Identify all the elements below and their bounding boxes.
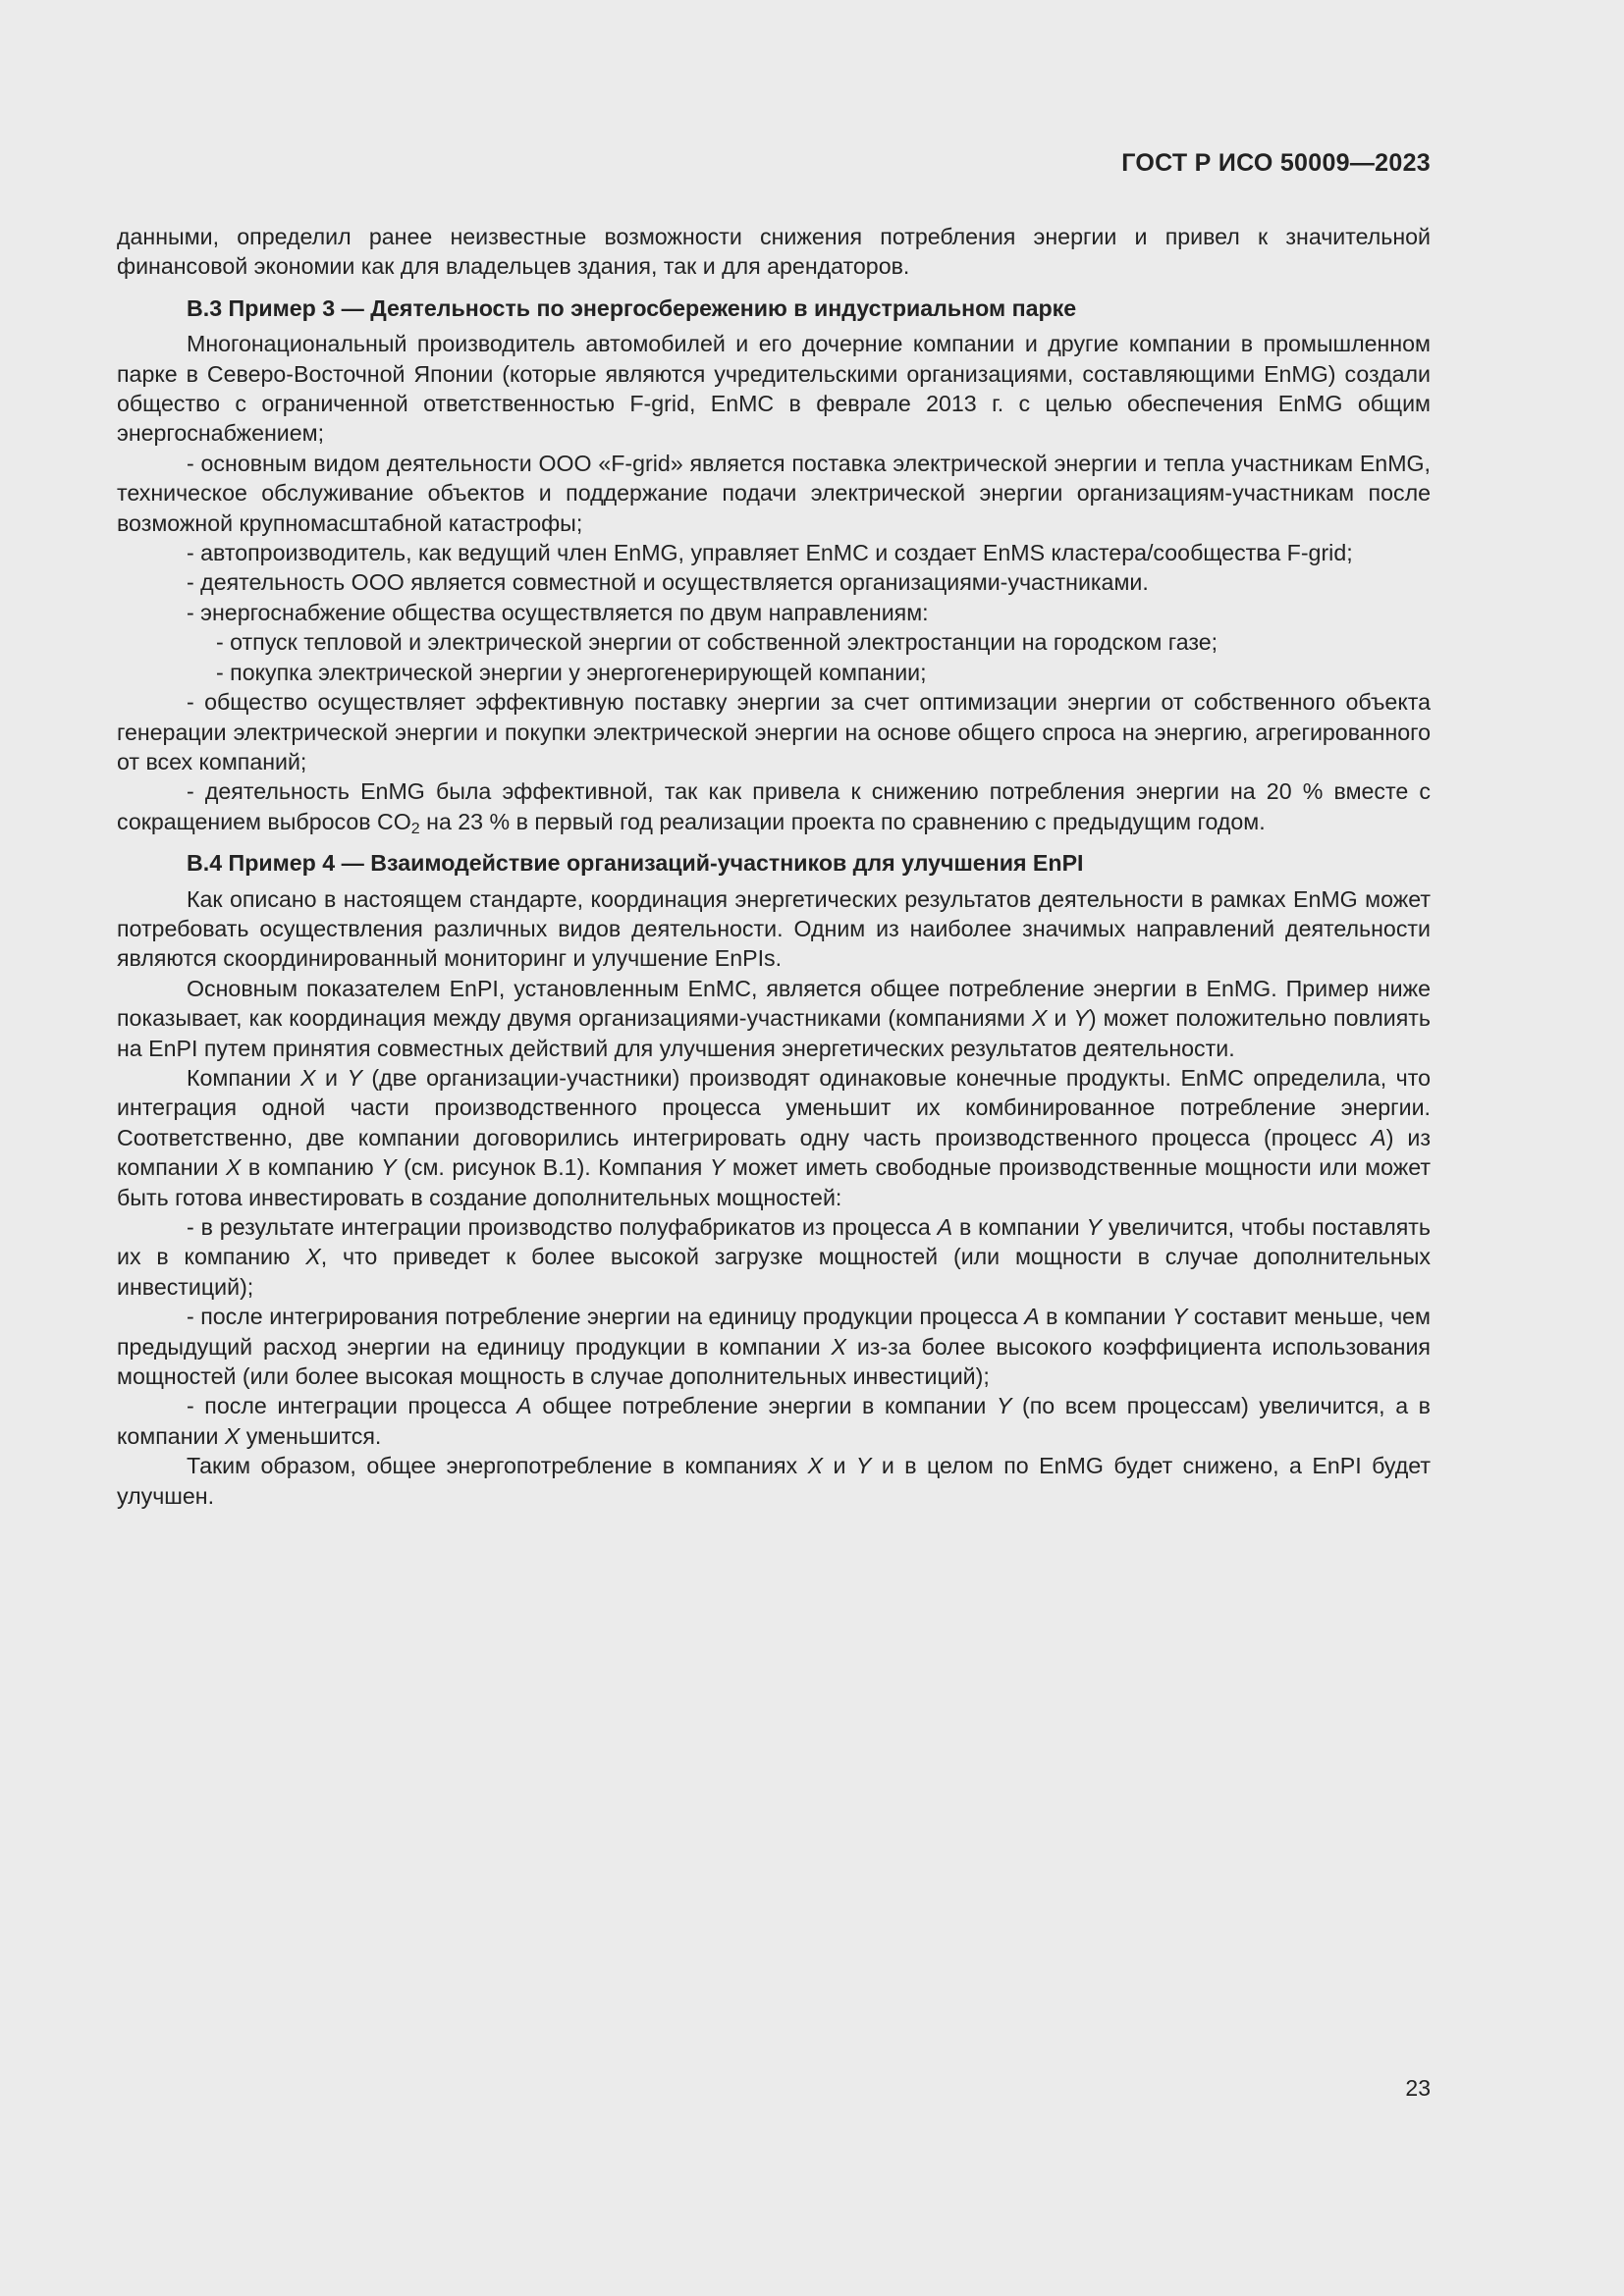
text-run: - деятельность EnMG была эффективной, так как привела к снижению потребления энергии на 20 % вместе с сокращением выбросов CO [117,778,1431,834]
text-run: (см. рисунок B.1). Компания [396,1154,710,1181]
var-x: X [305,1244,321,1270]
list-item [117,1212,1431,1302]
text-run: в компанию [241,1154,382,1181]
var-x: X [1032,1005,1048,1032]
text-run: и [823,1453,856,1479]
text-run: - в результате интеграции производство полуфабрикатов из процесса [187,1214,938,1240]
text-run: - после интеграции процесса [187,1393,517,1419]
sub-list-item: - отпуск тепловой и электрической энергии от собственной электростанции на городском газе; [216,629,1218,656]
text-run: Основным показателем EnPI, установленным EnMC, является общее потребление энергии в EnMG. Пример ниже показывает, как координация между двумя организациями-участниками (компаниями [117,975,1431,1032]
var-y: Y [381,1154,397,1181]
text-run: и в целом по EnMG будет снижено, а EnPI будет улучшен. [117,1453,1431,1509]
list-item [117,1391,1431,1451]
subscript: 2 [410,820,420,837]
text-run: общее потребление энергии в компании [531,1393,997,1419]
var-y: Y [996,1393,1012,1419]
list-item: - основным видом деятельности ООО «F-grid» является поставка электрической энергии и тепла участникам EnMG, техническое обслуживание объектов и поддержание подачи электрической энергии организациям-участникам после возможной крупномасштабной катастрофы; [117,450,1431,536]
text-run: составит меньше, чем предыдущий расход энергии на единицу продукции в компании [117,1304,1431,1360]
text-run: уменьшится. [240,1422,382,1449]
list-item [117,776,1431,836]
text-run: из-за более высокого коэффициента использования мощностей (или более высокая мощность в случае дополнительных инвестиций); [117,1333,1431,1390]
document-header: ГОСТ Р ИСО 50009—2023 [1121,149,1431,177]
var-a: A [1371,1124,1386,1150]
text-run: (по всем процессам) увеличится, а в компании [117,1393,1431,1449]
section-heading-b3: B.3 Пример 3 — Деятельность по энергосбережению в индустриальном парке [187,294,1077,321]
list-item: - деятельность ООО является совместной и осуществляется организациями-участниками. [187,569,1149,596]
text-run: - после интегрирования потребление энергии на единицу продукции процесса [187,1304,1025,1330]
var-y: Y [1171,1304,1188,1330]
sub-list-item: - покупка электрической энергии у энергогенерирующей компании; [216,659,927,685]
paragraph [117,1451,1431,1511]
text-run: ) [1088,1005,1097,1032]
var-y: Y [347,1064,362,1091]
list-item: - энергоснабжение общества осуществляется по двум направлениям: [187,599,929,625]
var-y: Y [1073,1005,1089,1032]
var-y: Y [1086,1214,1102,1240]
var-a: A [937,1214,953,1240]
paragraph: Как описано в настоящем стандарте, координация энергетических результатов деятельности в рамках EnMG может потребовать осуществления различных видов деятельности. Одним из наиболее значимых направлений деятельности являются скоординированный мониторинг и улучшение EnPIs. [117,885,1431,972]
text-run: ) из компании [117,1124,1431,1181]
text-run: и [315,1064,348,1091]
text-run: в компании [1039,1304,1172,1330]
page-number: 23 [1405,2075,1431,2101]
text-run: увеличится, чтобы поставлять их в компанию [117,1214,1431,1270]
var-x: X [300,1064,316,1091]
list-item: - автопроизводитель, как ведущий член EnMG, управляет EnMC и создает EnMS кластера/сообщества F-grid; [187,540,1353,566]
list-item: - общество осуществляет эффективную поставку энергии за счет оптимизации энергии от собственного объекта генерации электрической энергии и покупки электрической энергии на основе общего спроса на энергию, агрегированного от всех компаний; [117,689,1431,774]
text-run: на 23 % в первый год реализации проекта по сравнению с предыдущим годом. [419,808,1266,834]
var-a: A [1024,1304,1040,1330]
text-run: Компании [187,1064,301,1091]
paragraph: Многонациональный производитель автомобилей и его дочерние компании и другие компании в промышленном парке в Северо-Восточной Японии (которые являются учредительскими организациями, составляющими EnMG) создали общество с ограниченной ответственностью F-grid, EnMC в феврале 2013 г. с целью обеспечения EnMG общим энергоснабжением; [117,331,1431,447]
var-x: X [807,1453,824,1479]
section-heading-b4: B.4 Пример 4 — Взаимодействие организаций-участников для улучшения EnPI [187,850,1084,877]
var-x: X [831,1333,846,1360]
paragraph [117,1063,1431,1212]
text-run: может иметь свободные производственные мощности или может быть готова инвестировать в создание дополнительных мощностей: [117,1154,1431,1210]
list-item [117,1302,1431,1391]
text-run: Таким образом, общее энергопотребление в компаниях [187,1453,808,1479]
var-x: X [224,1422,241,1449]
text-run: (две организации-участники) производят одинаковые конечные продукты. EnMC определила, что интеграция одной части производственного процесса уменьшит их комбинированное потребление энергии. Соответственно, две компании договорились интегрировать одну часть производственного процесса (процесс [117,1064,1431,1150]
text-run: , что приведет к более высокой загрузке мощностей (или мощности в случае дополнительных инвестиций); [117,1244,1431,1300]
var-y: Y [855,1453,872,1479]
text-run: может положительно повлиять на EnPI путем принятия совместных действий для улучшения энергетических результатов деятельности. [117,1005,1432,1061]
var-y: Y [709,1154,726,1181]
text-run: в компании [952,1214,1087,1240]
page-body [117,222,1431,1511]
var-a: A [516,1393,532,1419]
paragraph [117,974,1431,1063]
text-run: и [1047,1005,1074,1032]
var-x: X [225,1154,242,1181]
paragraph: данными, определил ранее неизвестные возможности снижения потребления энергии и привел к значительной финансовой экономии как для владельцев здания, так и для арендаторов. [117,224,1431,280]
